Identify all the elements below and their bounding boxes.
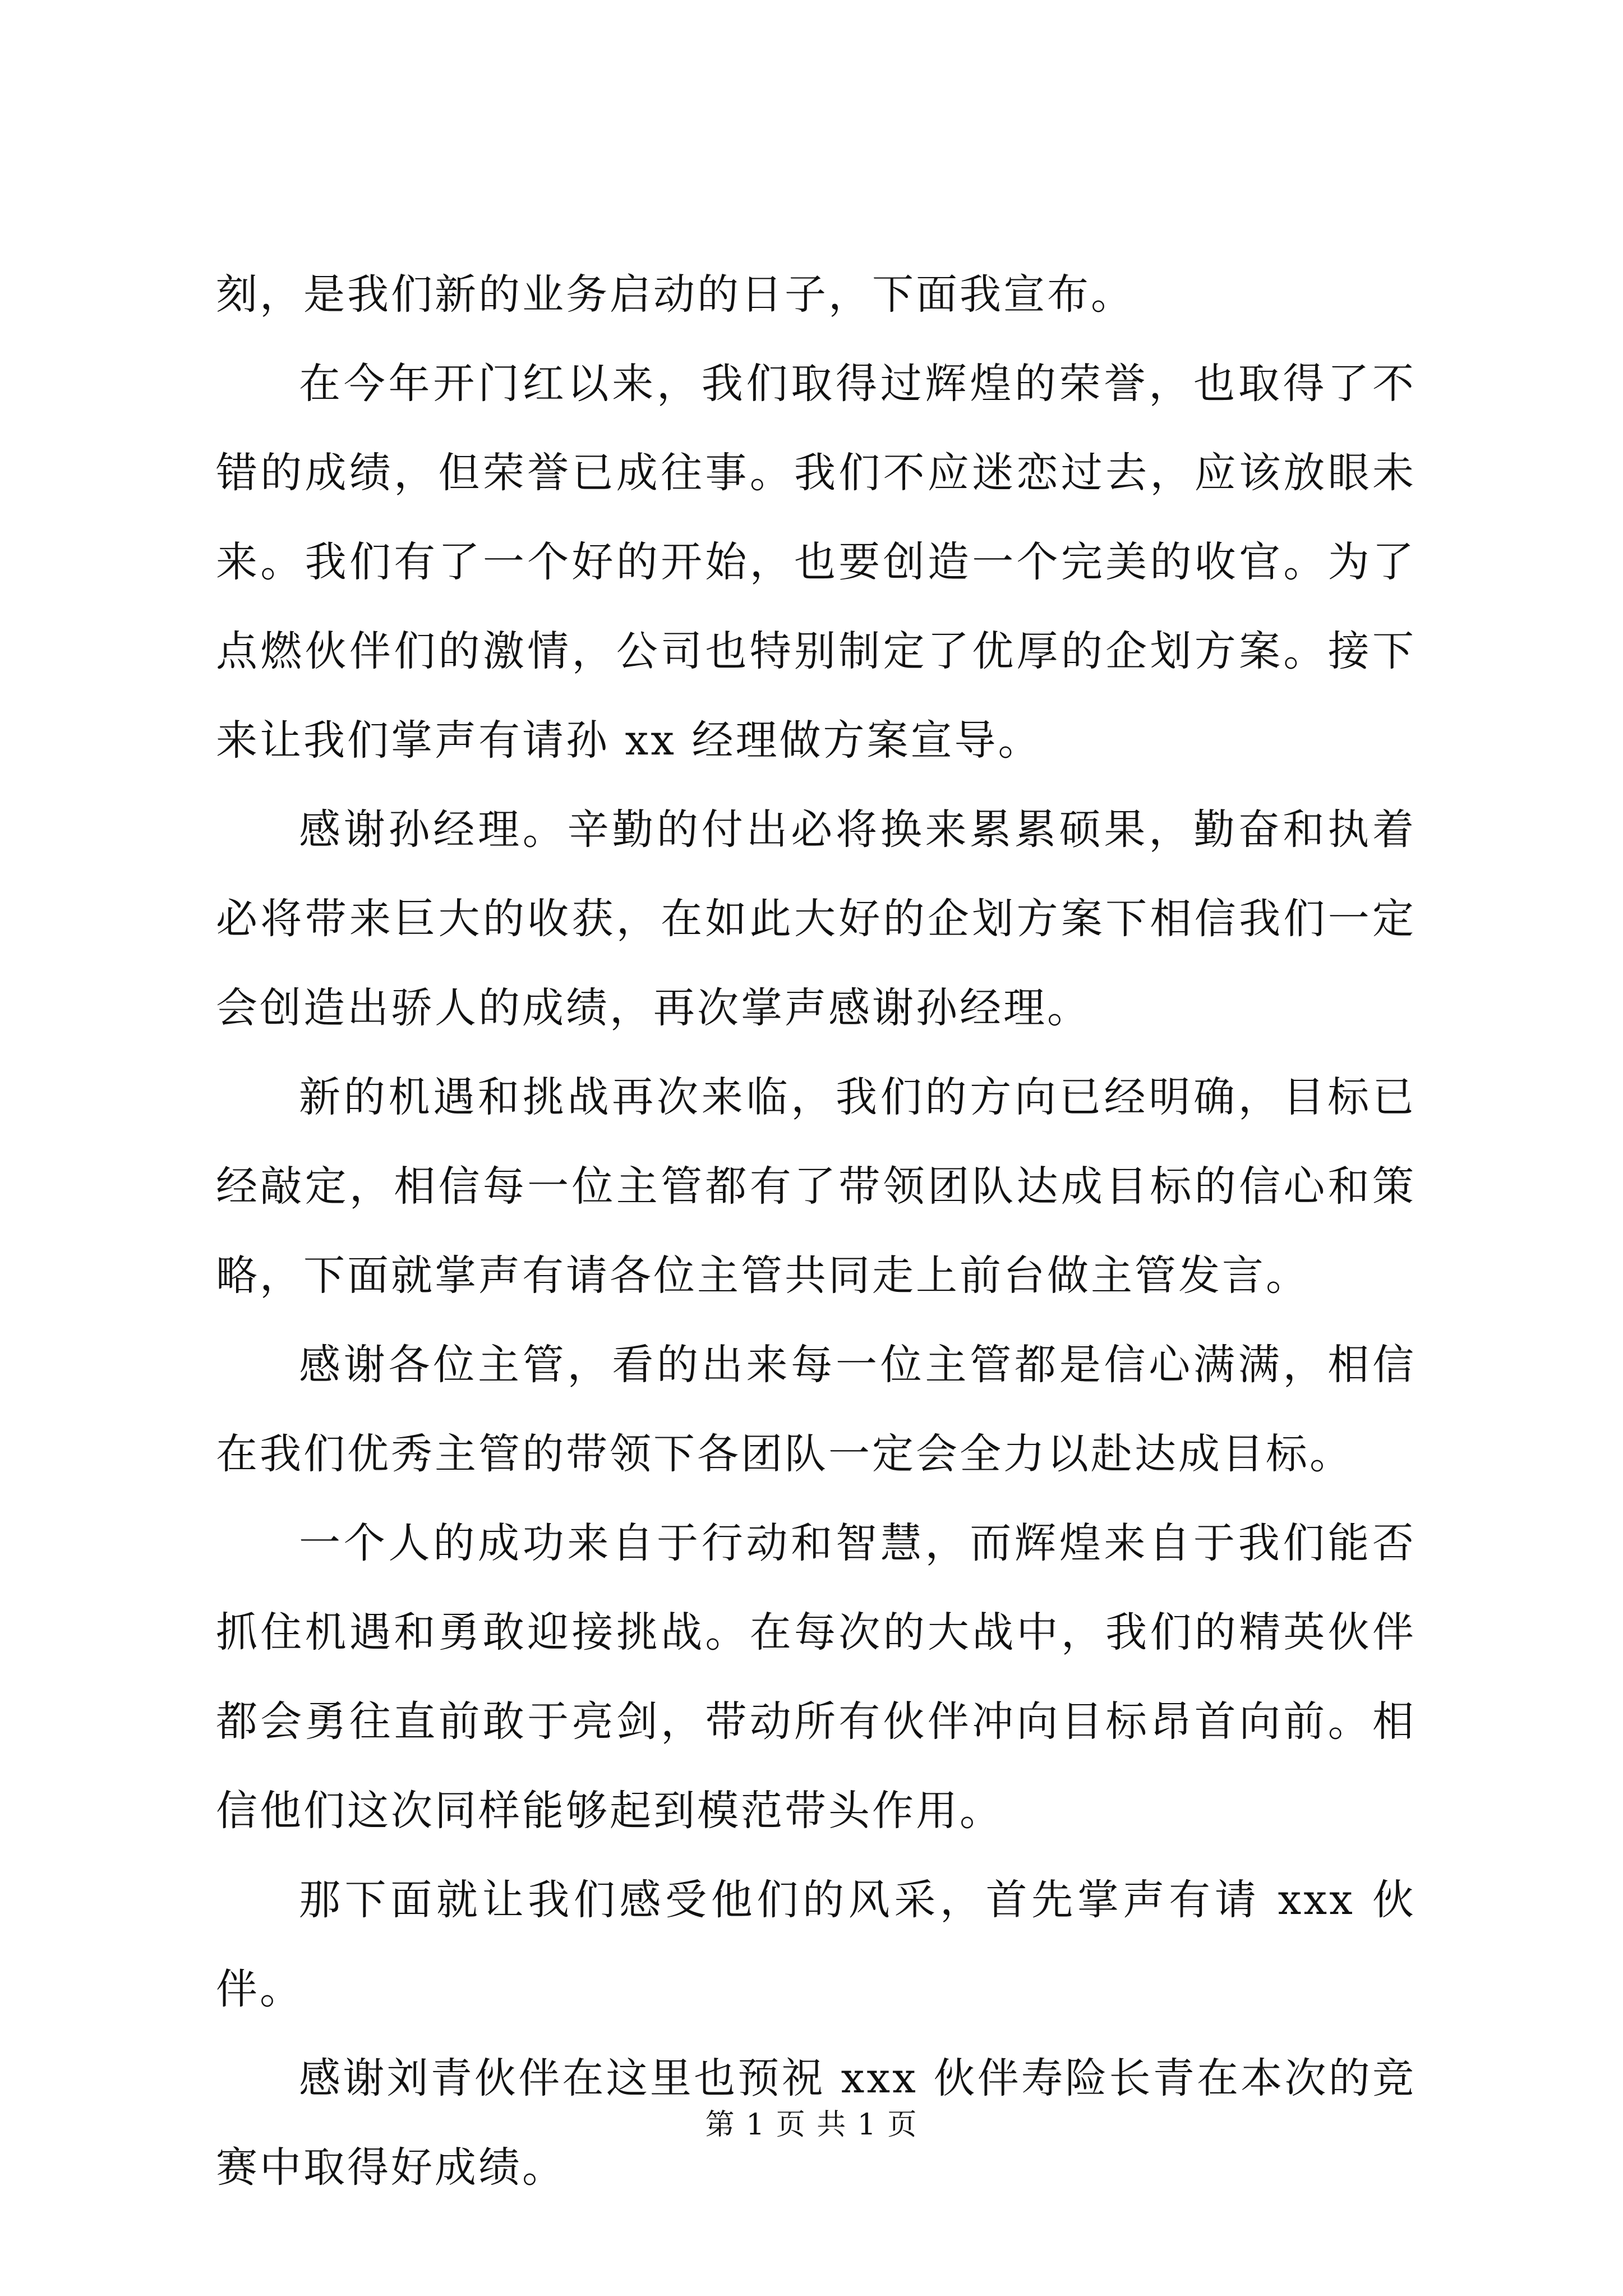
paragraph: 那下面就让我们感受他们的风采，首先掌声有请 xxx 伙伴。	[216, 1876, 1416, 2013]
document-body	[216, 250, 1416, 2212]
paragraph: 感谢刘青伙伴在这里也预祝 xxx 伙伴寿险长青在本次的竞赛中取得好成绩。	[216, 2054, 1416, 2192]
paragraph: 在今年开门红以来，我们取得过辉煌的荣誉，也取得了不错的成绩，但荣誉已成往事。我们不应迷恋过去，应该放眼未来。我们有了一个好的开始，也要创造一个完美的收官。为了点燃伙伴们的激情，公司也特别制定了优厚的企划方案。接下来让我们掌声有请孙 xx 经理做方案宣导。	[216, 360, 1416, 765]
paragraph: 一个人的成功来自于行动和智慧，而辉煌来自于我们能否抓住机遇和勇敢迎接挑战。在每次的大战中，我们的精英伙伴都会勇往直前敢于亮剑，带动所有伙伴冲向目标昂首向前。相信他们这次同样能够起到模范带头作用。	[216, 1519, 1416, 1835]
page-number-footer: 第 1 页 共 1 页	[705, 2108, 918, 2142]
paragraph: 新的机遇和挑战再次来临，我们的方向已经明确，目标已经敲定，相信每一位主管都有了带领团队达成目标的信心和策略，下面就掌声有请各位主管共同走上前台做主管发言。	[216, 1073, 1416, 1300]
paragraph: 感谢孙经理。辛勤的付出必将换来累累硕果，勤奋和执着必将带来巨大的收获，在如此大好的企划方案下相信我们一定会创造出骄人的成绩，再次掌声感谢孙经理。	[216, 806, 1416, 1032]
paragraph-continuation: 刻，是我们新的业务启动的日子，下面我宣布。	[216, 270, 1135, 319]
paragraph: 感谢各位主管，看的出来每一位主管都是信心满满，相信在我们优秀主管的带领下各团队一定会全力以赴达成目标。	[216, 1341, 1416, 1478]
